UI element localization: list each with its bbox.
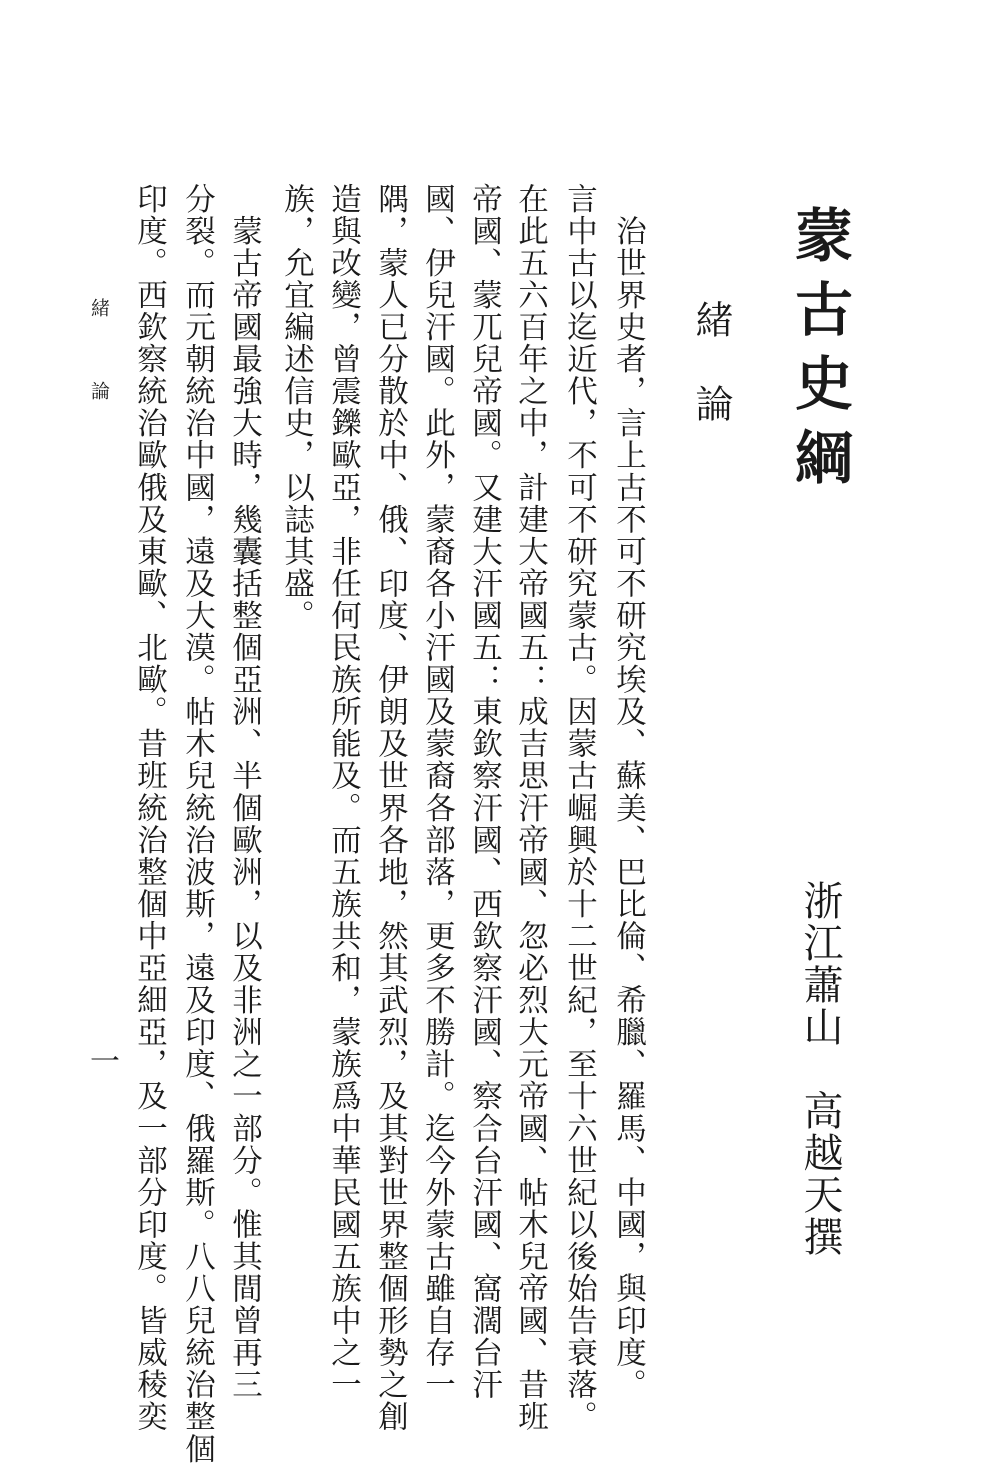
page-number: 一 (84, 1045, 119, 1075)
body-line: 分裂。而元朝統治中國，遠及大漠。帖木兒統治波斯，遠及印度、俄羅斯。八八兒統治整個 (179, 183, 215, 1465)
body-line: 帝國、蒙兀兒帝國。又建大汗國五：東欽察汗國、西欽察汗國、察合台汗國、窩濶台汗 (466, 183, 502, 1401)
body-line: 治世界史者，言上古不可不研究埃及、蘇美、巴比倫、希臘、羅馬、中國，與印度。 (610, 183, 646, 1401)
body-line: 在此五六百年之中，計建大帝國五：成吉思汗帝國、忽必烈大元帝國、帖木兒帝國、昔班 (512, 183, 548, 1433)
body-line: 隅，蒙人已分散於中、俄、印度、伊朗及世界各地，然其武烈，及其對世界整個形勢之創 (372, 183, 408, 1433)
body-line: 國、伊兒汗國。此外，蒙裔各小汗國及蒙裔各部落，更多不勝計。迄今外蒙古雖自存一 (419, 183, 455, 1401)
body-line: 族，允宜編述信史，以誌其盛。 (278, 183, 314, 632)
body-line: 言中古以迄近代，不可不研究蒙古。因蒙古崛興於十二世紀，至十六世紀以後始告衰落。 (561, 183, 597, 1433)
body-line: 蒙古帝國最強大時，幾囊括整個亞洲、半個歐洲，以及非洲之一部分。惟其間曾再三 (226, 183, 262, 1401)
author-line: 浙江蕭山 高越天撰 (797, 880, 843, 1258)
body-line: 造與改變，曾震鑠歐亞，非任何民族所能及。而五族共和，蒙族爲中華民國五族中之一 (325, 183, 361, 1401)
body-line: 印度。西欽察統治歐俄及東歐、北歐。昔班統治整個中亞細亞，及一部分印度。皆威稜奕 (131, 183, 167, 1433)
book-title: 蒙古史綱 (785, 205, 853, 501)
margin-section-label: 緒論 (88, 298, 110, 464)
section-heading: 緒論 (689, 300, 733, 468)
